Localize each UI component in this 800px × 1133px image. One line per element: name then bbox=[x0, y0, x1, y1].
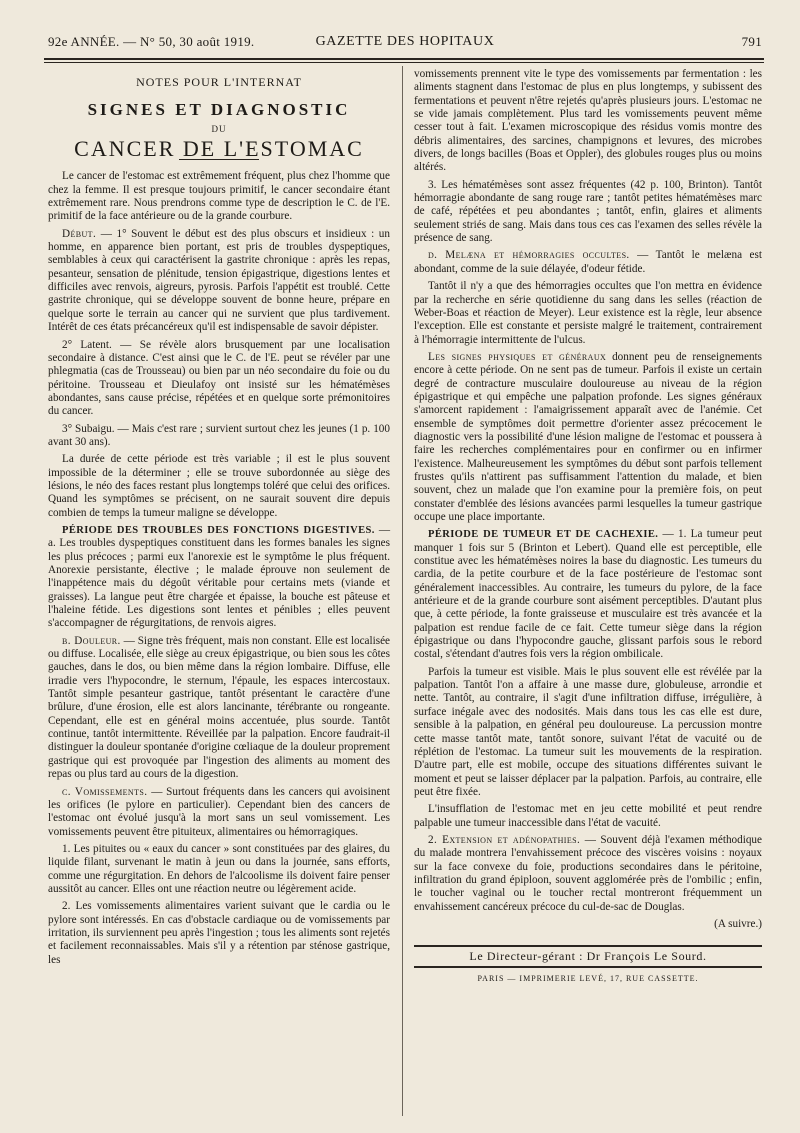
printer-imprint: PARIS — IMPRIMERIE LEVÉ, 17, RUE CASSETTE. bbox=[477, 973, 699, 983]
director-signature: Le Directeur-gérant : Dr François Le Sourd. bbox=[414, 945, 762, 967]
hematemeses-paragraph: 3. Les hématémèses sont assez fréquentes (42 p. 100, Brinton). Tantôt hémorragie abondante de sang rouge rare ; tantôt petites hématémèses marc de café, répétées et peu abondantes ; tantôt, enfin, glaires et aliments seulement striés de sang. Mais dans tous ces cas l'examen des selles révèle la présence de sang. bbox=[414, 178, 762, 245]
alimentaires-paragraph: 2. Les vomissements alimentaires varient suivant que le cardia ou le pylore sont intéressés. En cas d'obstacle cardiaque ou de vomissements par irritation, ils surviennent peu après l'ingestion ; tous les aliments sont rejetés et facilement reconnaissables. Mais s'il y a rétention par sténose gastrique, les bbox=[48, 900, 390, 966]
insufflation-paragraph: L'insufflation de l'estomac met en jeu cette mobilité et peut rendre palpable une tumeur inaccessible dans l'état de vacuité. bbox=[414, 803, 762, 829]
debut-text: — 1° Souvent le début est des plus obscurs et insidieux : un homme, en apparence bien portant, est pris de troubles dyspeptiques, semblables à ceux qui caractérisent la gastrite chronique : après les repas, pesanteur, sensation de plénitude, tension épigastrique, digestions lentes et difficiles avec renvois, aigreurs, pyrosis. Parfois l'appétit est troublé. Cette gastrite chronique, qui se développe souvent de bonne heure, prépare en quelque sorte le terrain au cancer qui ne survient que plus tardivement. Intérêt de ces états précancéreux qu'il est indispensable de savoir dépister. bbox=[48, 227, 390, 334]
signes-paragraph bbox=[414, 351, 762, 524]
article-title: SIGNES ET DIAGNOSTIC bbox=[87, 100, 351, 120]
vomissements-paragraph bbox=[48, 786, 390, 839]
douleur-text: — Signe très fréquent, mais non constant. Elle est localisée ou diffuse. Localisée, elle siège au creux épigastrique, ou bien sous les côtes gauches, dans le dos, ou bien même dans la région lombaire. Diffuse, elle irradie vers l'hypocondre, le sternum, l'épaule, les espaces intercostaux. Tantôt simple pesanteur gastrique, tantôt présentant le caractère d'une brûlure, d'une érosion, elle est alors lancinante, térébrante ou rongeante. Cependant, elle est en général moins accentuée, plus sourde. Tantôt continue, tantôt intermittente. Réveillée par la palpation. Encore faudrait-il distinguer la douleur spontanée d'origine cœliaque de la douleur proprement gastrique qui est provoquée par l'ingestion des aliments au moment des repas ou plus tard au cours de la digestion. bbox=[48, 634, 390, 781]
vomissements-text: — Surtout fréquents dans les cancers qui avoisinent les orifices (le pylore en particulier). Cependant bien des cancers de l'estomac ont évolué jusqu'à la mort sans un seul vomissement. Les vomissements peuvent être pituiteux, alimentaires ou hémorragiques. bbox=[48, 785, 390, 838]
periode1-text: — a. Les troubles dyspeptiques constituent dans les formes banales les signes les plus précoces ; parmi eux l'anorexie est le symptôme le plus fréquent. Anorexie persistante, élective ; le malade éprouve non seulement de l'inappétence mais du dégoût véritable pour certains mets (viande et graisses). La langue peut être chargée et épaisse, la bouche est pâteuse et l'haleine fétide. Les digestions sont lentes et pénibles ; elles peuvent s'accompagner de régurgitations, de renvois aigres. bbox=[48, 523, 390, 630]
page-number: 791 bbox=[741, 34, 762, 49]
extension-paragraph bbox=[414, 834, 762, 914]
left-column bbox=[48, 68, 390, 971]
extension-text: — Souvent déjà l'examen méthodique du malade montrera l'envahissement précoce des viscères voisins : noyaux sur la face convexe du foie, productions secondaires dans le péritoine, infiltration du grand épiploon, souvent agglomérée près de l'ombilic ; enfin, le toucher vaginal ou le toucher rectal montreront fréquemment un envahissement cancéreux précoce du cul-de-sac de Douglas. bbox=[414, 833, 762, 913]
pituites-paragraph: 1. Les pituites ou « eaux du cancer » sont constituées par des glaires, du liquide filant, survenant le matin à jeun ou dans la journée, sans efforts, comme une régurgitation. En dehors de l'alcoolisme ils doivent faire penser aussitôt au cancer. Elles ont une réaction neutre ou légèrement acide. bbox=[48, 842, 390, 895]
latent-paragraph: 2° Latent. — Se révèle alors brusquement par une localisation secondaire à distance. C'est ainsi que le C. de l'E. peut se révéler par une phlegmatia (cas de Trousseau) ou bien par un néo secondaire du foie ou du péritoine. Trousseau et Dieulafoy ont insisté sur les hématémèses abondantes, sans cause précise, répétées et en quelque sorte prémonitoires du cancer. bbox=[48, 338, 390, 418]
melaena-text: — Tantôt le melæna est abondant, comme de la suie délayée, d'odeur fétide. bbox=[414, 249, 762, 275]
periode2-paragraph bbox=[414, 528, 762, 661]
running-head bbox=[48, 30, 762, 52]
periode1-paragraph bbox=[48, 524, 390, 631]
header-rule bbox=[44, 58, 764, 60]
right-column bbox=[414, 68, 762, 985]
continued-paragraph: vomissements prennent vite le type des vomissements par fermentation : les aliments stagnent dans l'estomac de plus en plus longtemps, y subissent des fermentations et peuvent n'être rejetés qu'après plusieurs jours. L'estomac ne se vide jamais complètement. Plus tard les vomissements peuvent même cesser tout à fait. L'examen microscopique des résidus vomis montre des débris alimentaires, des sarcines, champignons et levures, des microbes divers, de longs bacilles (Boas et Oppler), des globules rouges plus ou moins altérés. bbox=[414, 68, 762, 174]
section-kicker: NOTES POUR L'INTERNAT bbox=[136, 75, 302, 89]
melaena-paragraph bbox=[414, 249, 762, 276]
debut-paragraph bbox=[48, 228, 390, 335]
douleur-label: b. Douleur. bbox=[62, 634, 121, 647]
periode1-title: PÉRIODE DES TROUBLES DES FONCTIONS DIGESTIVES. bbox=[62, 524, 375, 536]
column-divider bbox=[402, 66, 403, 1116]
occultes-paragraph: Tantôt il n'y a que des hémorragies occultes que l'on mettra en évidence par la recherche en série quotidienne du sang dans les selles (réaction de Weber-Boas et réaction de Meyer). Leur existence est la règle, leur absence l'exception. Elle est constante et persiste malgré le traitement, contrairement à l'hémorragie intermittente de l'ulcus. bbox=[414, 280, 762, 346]
visible-paragraph: Parfois la tumeur est visible. Mais le plus souvent elle est révélée par la palpation. Tantôt l'on a affaire à une masse dure, globuleuse, arrondie et nette. Tantôt, au contraire, il s'agit d'une infiltration diffuse, irrégulière, à surface inégale avec des nodosités. Mais dans tous les cas elle est dure, sensible à la palpation, en général peu douloureuse. La percussion montre cette masse tantôt mate, tantôt sonore, suivant l'état de vacuité ou de réplétion de l'estomac. La tumeur suit les mouvements de la respiration. D'autre part, elle est mobile, occupe des situations différentes suivant le moment et peut se laisser déplacer par la palpation. Parfois, au contraire, elle peut être fixée. bbox=[414, 665, 762, 798]
periode2-text: — 1. La tumeur peut manquer 1 fois sur 5 (Brinton et Lebert). Quand elle est perceptible, elle constitue avec les hématémèses noires la base du diagnostic. Les tumeurs du cardia, de la petite courbure et de la face postérieure de l'estomac sont généralement inaccessibles. Au contraire, les tumeurs du pylore, de la face antérieure et de la grande courbure sont aisément perceptibles. D'autant plus que, à cette période, la fonte graisseuse et musculaire est très avancée et la palpation est rendue facile de ce fait. Cette tumeur siège dans la région épigastrique ou dans l'hypocondre gauche, glissant parfois sous le rebord costal, s'étendant d'autres fois vers la région ombilicale. bbox=[414, 528, 762, 661]
vomissements-label: c. Vomissements. bbox=[62, 785, 148, 798]
douleur-paragraph bbox=[48, 635, 390, 782]
issue-info: 92e ANNÉE. — N° 50, 30 août 1919. bbox=[48, 34, 255, 49]
journal-title: GAZETTE DES HOPITAUX bbox=[315, 34, 495, 49]
header-rule-thin bbox=[44, 62, 764, 63]
signes-label: Les signes physiques et généraux bbox=[428, 350, 607, 363]
title-connector: DU bbox=[211, 123, 227, 134]
subaigu-paragraph: 3° Subaigu. — Mais c'est rare ; survient surtout chez les jeunes (1 p. 100 avant 30 ans). bbox=[48, 422, 390, 448]
extension-label: 2. Extension et adénopathies. bbox=[428, 833, 581, 846]
melaena-label: d. Melæna et hémorragies occultes. bbox=[428, 249, 630, 262]
debut-label: Début. bbox=[62, 227, 97, 240]
periode2-title: PÉRIODE DE TUMEUR ET DE CACHEXIE. bbox=[428, 529, 659, 541]
signes-text: donnent peu de renseignements encore à cette période. On ne sent pas de tumeur. Parfois il existe un certain degré de contracture musculaire douloureuse au niveau de la région épigastrique et qui empêche une palpation profonde. Les signes généraux s'amorcent rapidement : l'amaigrissement apparaît avec de l'anémie. Cet ensemble de symptômes doit permettre d'orienter assez précocement le diagnostic vers la possibilité d'une lésion maligne de l'estomac et poussera à faire les recherches complémentaires pour en confirmer ou en infirmer l'existence. Malheureusement les symptômes du début sont parfois tellement frustes qu'ils n'attirent pas suffisamment l'attention du malade, et bien souvent, chez un malade que l'on examine pour la première fois, on peut constater d'emblée des lésions avancées parmi lesquelles la tumeur gastrique occupe une place importante. bbox=[414, 350, 763, 523]
duree-paragraph: La durée de cette période est très variable ; il est le plus souvent impossible de la déterminer ; elle se trouve subordonnée au siège des lésions, le néo des faces restant plus longtemps toléré que celui des orifices. Quand les symptômes se précisent, on ne saurait souvent dire depuis combien de temps la tumeur maligne se développe. bbox=[48, 453, 390, 519]
intro-paragraph: Le cancer de l'estomac est extrêmement fréquent, plus chez l'homme que chez la femme. Il est presque toujours primitif, le cancer secondaire étant extrêmement rare. Nous prendrons comme type de description le C. de l'E. primitif de la face antérieure ou de la grande courbure. bbox=[48, 170, 390, 223]
to-be-continued: (A suivre.) bbox=[714, 917, 762, 930]
article-subtitle: CANCER DE L'ESTOMAC bbox=[74, 136, 364, 162]
